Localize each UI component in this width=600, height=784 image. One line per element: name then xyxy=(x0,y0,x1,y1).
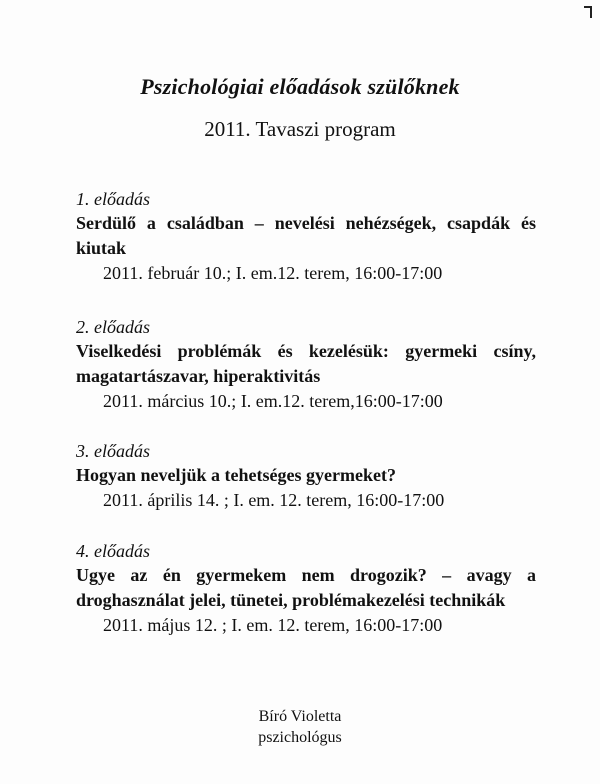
lecture-title: Serdülő a családban – nevelési nehézségek, csapdák és kiutak xyxy=(76,213,536,258)
lecture-label: 2. előadás xyxy=(76,317,150,337)
signature-block xyxy=(0,706,600,748)
lecture-item xyxy=(76,539,536,637)
lecture-item xyxy=(76,315,536,413)
lecture-label: 1. előadás xyxy=(76,189,150,209)
author-role: pszichológus xyxy=(258,729,342,746)
lecture-title: Ugye az én gyermekem nem drogozik? – avagy a droghasználat jelei, tünetei, problémakezelési technikák xyxy=(76,565,536,610)
lecture-details: 2011. május 12. ; I. em. 12. terem, 16:00-17:00 xyxy=(103,615,443,635)
lecture-label: 3. előadás xyxy=(76,441,150,461)
lecture-details: 2011. március 10.; I. em.12. terem,16:00-17:00 xyxy=(103,391,443,411)
lecture-title: Viselkedési problémák és kezelésük: gyermeki csíny, magatartászavar, hiperaktivitás xyxy=(76,341,536,386)
lecture-item xyxy=(76,187,536,285)
lecture-title: Hogyan neveljük a tehetséges gyermeket? xyxy=(76,465,396,485)
page-subtitle: 2011. Tavaszi program xyxy=(204,117,396,141)
lecture-details: 2011. február 10.; I. em.12. terem, 16:00-17:00 xyxy=(103,263,443,283)
lecture-details: 2011. április 14. ; I. em. 12. terem, 16:00-17:00 xyxy=(103,490,445,510)
lecture-item xyxy=(76,439,536,512)
page-title: Pszichológiai előadások szülőknek xyxy=(140,74,460,99)
scan-corner-mark xyxy=(584,6,592,18)
author-name: Bíró Violetta xyxy=(258,708,342,725)
lecture-label: 4. előadás xyxy=(76,541,150,561)
